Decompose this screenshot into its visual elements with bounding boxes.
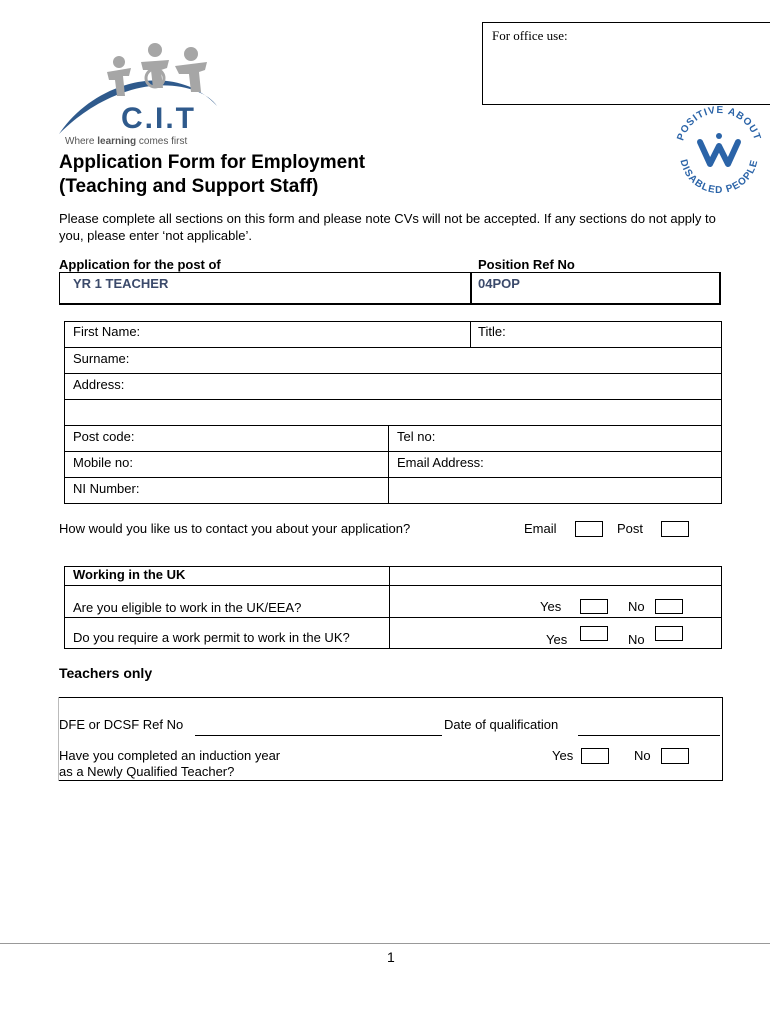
position-ref-field[interactable]: 04POP bbox=[478, 276, 520, 291]
page-number: 1 bbox=[387, 949, 395, 965]
first-name-field[interactable] bbox=[65, 321, 470, 348]
contact-post-checkbox[interactable] bbox=[661, 521, 689, 537]
tagline-bold: learning bbox=[97, 136, 137, 147]
contact-email-checkbox[interactable] bbox=[575, 521, 603, 537]
working-uk-table bbox=[64, 566, 722, 649]
permit-row bbox=[65, 617, 721, 649]
email-address-field[interactable] bbox=[389, 451, 721, 477]
surname-field[interactable] bbox=[65, 347, 721, 373]
post-divider bbox=[470, 273, 472, 303]
permit-no-label: No bbox=[628, 632, 645, 647]
working-heading-divider bbox=[389, 567, 390, 585]
induction-line-2: as a Newly Qualified Teacher? bbox=[59, 764, 235, 779]
permit-no-checkbox[interactable] bbox=[655, 626, 683, 641]
eligible-yes-checkbox[interactable] bbox=[580, 599, 608, 614]
eligible-row bbox=[65, 585, 721, 617]
permit-yes-label: Yes bbox=[546, 632, 568, 647]
ni-number-field[interactable] bbox=[65, 477, 389, 504]
eligible-divider bbox=[389, 585, 390, 617]
disability-badge-graphic bbox=[666, 104, 770, 194]
working-uk-heading bbox=[65, 566, 389, 585]
mobile-no-field[interactable] bbox=[65, 451, 389, 477]
contact-email-label: Email bbox=[524, 521, 557, 536]
induction-no-label: No bbox=[634, 748, 651, 763]
induction-yes-checkbox[interactable] bbox=[581, 748, 609, 764]
footer-rule bbox=[0, 943, 770, 944]
title-line-2: (Teaching and Support Staff) bbox=[59, 176, 319, 197]
cit-logo bbox=[55, 40, 225, 150]
ni-number-extra[interactable] bbox=[389, 477, 721, 504]
title-label: Title: bbox=[478, 324, 506, 339]
badge-top-text: POSITIVE ABOUT bbox=[675, 104, 763, 143]
tagline-suffix: comes first bbox=[136, 136, 188, 147]
permit-yes-checkbox[interactable] bbox=[580, 626, 608, 641]
dfe-ref-label: DFE or DCSF Ref No bbox=[59, 717, 184, 732]
logo-brand: C.I.T bbox=[121, 102, 196, 135]
address-line-2-field[interactable] bbox=[65, 399, 721, 425]
eligible-no-checkbox[interactable] bbox=[655, 599, 683, 614]
teachers-only-heading: Teachers only bbox=[59, 665, 153, 681]
induction-line-1: Have you completed an induction year bbox=[59, 748, 281, 763]
induction-no-checkbox[interactable] bbox=[661, 748, 689, 764]
permit-question: Do you require a work permit to work in the UK? bbox=[73, 630, 350, 645]
post-table bbox=[59, 272, 721, 305]
mobile-no-label: Mobile no: bbox=[73, 455, 133, 470]
tel-no-field[interactable] bbox=[389, 425, 721, 451]
contact-post-label: Post bbox=[617, 521, 644, 536]
post-code-label: Post code: bbox=[73, 429, 135, 444]
badge-bottom-text: DISABLED PEOPLE bbox=[677, 158, 761, 194]
working-uk-heading-text: Working in the UK bbox=[73, 567, 186, 582]
office-use-box[interactable] bbox=[482, 22, 770, 105]
tel-no-label: Tel no: bbox=[397, 429, 436, 444]
intro-text: Please complete all sections on this form and please note CVs will not be accepted. If any sections do not apply to you, please enter ‘not applicable’. bbox=[59, 211, 716, 243]
induction-question bbox=[59, 748, 280, 780]
eligible-question: Are you eligible to work in the UK/EEA? bbox=[73, 600, 302, 615]
address-field[interactable] bbox=[65, 373, 721, 399]
disability-badge bbox=[666, 104, 770, 194]
title-field[interactable] bbox=[470, 321, 721, 348]
ni-number-label: NI Number: bbox=[73, 481, 140, 496]
logo-tagline bbox=[65, 136, 187, 147]
date-of-qualification-underline[interactable] bbox=[578, 735, 720, 736]
svg-text:DISABLED PEOPLE bbox=[677, 158, 760, 194]
title-line-1: Application Form for Employment bbox=[59, 152, 366, 173]
personal-details-table bbox=[64, 321, 722, 504]
ref-label: Position Ref No bbox=[478, 257, 575, 272]
page-title bbox=[59, 151, 365, 199]
post-label: Application for the post of bbox=[59, 257, 221, 272]
eligible-no-label: No bbox=[628, 599, 645, 614]
email-address-label: Email Address: bbox=[397, 455, 484, 470]
office-use-label: For office use: bbox=[492, 28, 568, 43]
contact-question: How would you like us to contact you about your application? bbox=[59, 521, 411, 536]
first-name-label: First Name: bbox=[73, 324, 141, 339]
post-field[interactable]: YR 1 TEACHER bbox=[73, 276, 169, 291]
eligible-yes-label: Yes bbox=[540, 599, 562, 614]
date-of-qualification-label: Date of qualification bbox=[444, 717, 559, 732]
lower-divider bbox=[388, 425, 389, 504]
induction-yes-label: Yes bbox=[552, 748, 574, 763]
surname-label: Surname: bbox=[73, 351, 130, 366]
post-code-field[interactable] bbox=[65, 425, 389, 451]
tagline-prefix: Where bbox=[65, 136, 98, 147]
dfe-ref-underline[interactable] bbox=[195, 735, 442, 736]
permit-divider bbox=[389, 617, 390, 649]
address-label: Address: bbox=[73, 377, 125, 392]
